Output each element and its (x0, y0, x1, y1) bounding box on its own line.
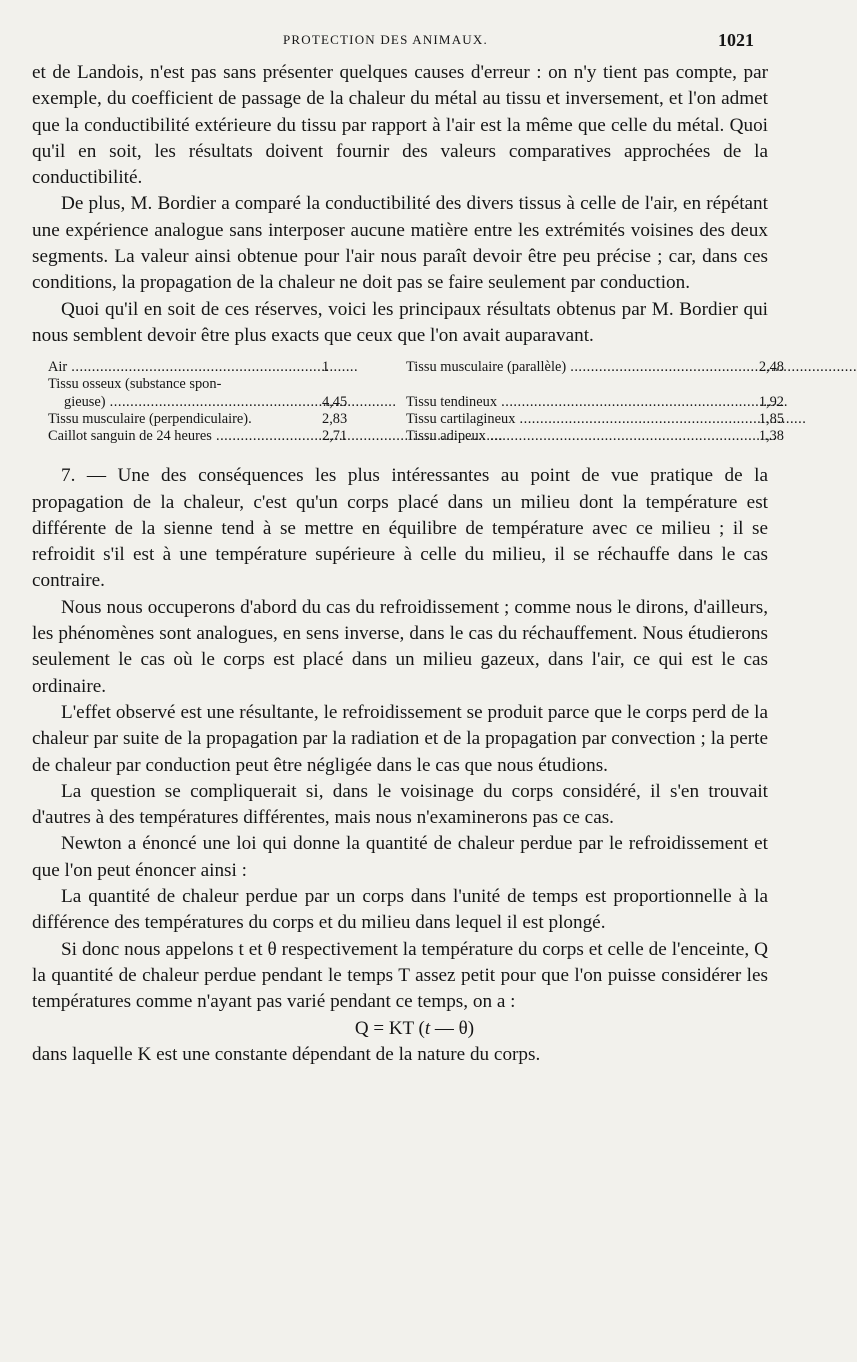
formula-lhs: Q = KT ( (354, 1017, 425, 1039)
conductivity-table (48, 359, 784, 445)
paragraph-11: dans laquelle K est une constante dépendant de la nature du corps. (32, 1043, 541, 1065)
table-left-label-1: Air ..... (48, 359, 318, 376)
table-left-value-2 (318, 376, 348, 393)
table-right-label-5: Tissu adipeux ..... (348, 428, 408, 445)
table-right-label-3: Tissu tendineux ..... (348, 394, 408, 411)
table-left-label-3: gieuse) ..... (48, 394, 318, 411)
paragraph-4: 7. — Une des conséquences les plus intéressantes au point de vue pratique de la propagation de la chaleur, c'est qu'un corps placé dans un milieu dont la température est différente de la sienne tend à se mettre en équilibre de température avec ce milieu ; il se refroidit s'il est à une température supérieure à celle du milieu, il se réchauffe dans le cas contraire. (32, 465, 768, 592)
table-right-value-4: 1,85 (758, 410, 784, 427)
table-right-label-2 (348, 376, 408, 393)
paragraph-3: Quoi qu'il en soit de ces réserves, voici les principaux résultats obtenus par M. Bordier qui nous semblent devoir être plus exacts que ceux que l'on avait auparavant. (32, 298, 768, 346)
paragraph-5: Nous nous occuperons d'abord du cas du refroidissement ; comme nous le dirons, d'ailleurs, les phénomènes sont analogues, en sens inverse, dans le cas du réchauffement. Nous étudierons seulement le cas où le corps est placé dans un milieu gazeux, dans l'air, ce qui est le cas ordinaire. (32, 596, 768, 697)
table-right-value-1: 2,48 (758, 359, 784, 376)
paragraph-10: Si donc nous appelons t et θ respectivement la température du corps et celle de l'enceinte, Q la quantité de chaleur perdue pendant le temps T assez petit pour que l'on puisse considérer les températures comme n'ayant pas varié pendant ce temps, on a : (32, 938, 768, 1013)
paragraph-8: Newton a énoncé une loi qui donne la quantité de chaleur perdue par le refroidissement et que l'on peut énoncer ainsi : (32, 833, 768, 881)
newton-formula (32, 1016, 768, 1042)
table-left-value-1: 1 (322, 359, 330, 376)
table-left-value-5: 2,71 (322, 428, 348, 445)
paragraph-1: et de Landois, n'est pas sans présenter quelques causes d'erreur : on n'y tient pas compte, par exemple, du coefficient de passage de la chaleur du métal au tissu et inversement, et l'on admet que la conductibilité extérieure du tissu par rapport à l'air est la même que celle du métal. Quoi qu'il en soit, les résultats doivent fournir des valeurs comparatives approchées de la conductibilité. (32, 62, 768, 189)
table-left-label-4: Tissu musculaire (perpendiculaire). (48, 410, 252, 427)
table-left-label-2: Tissu osseux (substance spon- (48, 376, 222, 393)
table-right-value-3: 1,92 (758, 393, 784, 410)
table-left-value-4: 2,83 (322, 410, 348, 427)
paragraph-6: L'effet observé est une résultante, le refroidissement se produit parce que le corps perd de la chaleur par suite de la propagation par la radiation et de la propagation par convection ; la perte de chaleur par conduction peut être négligée dans le cas que nous étudions. (32, 701, 768, 776)
table-left-value-3: 4,45 (322, 393, 348, 410)
body-text (32, 60, 784, 1068)
page-number: 1021 (718, 30, 754, 50)
table-right-value-2 (738, 376, 784, 393)
formula-theta: θ (458, 1017, 468, 1039)
table-right-value-5: 1,38 (758, 428, 784, 445)
running-head (0, 30, 800, 54)
formula-minus: — (430, 1017, 459, 1039)
formula-close: ) (467, 1017, 475, 1039)
table-left-label-5: Caillot sanguin de 24 heures ..... (48, 428, 318, 445)
paragraph-9: La quantité de chaleur perdue par un corps dans l'unité de temps est proportionnelle à la différence des températures du corps et du milieu dans lequel il est plongé. (32, 886, 768, 934)
paragraph-2: De plus, M. Bordier a comparé la conductibilité des divers tissus à celle de l'air, en répétant une expérience analogue sans interposer aucune matière entre les extrémités voisines des deux segments. La valeur ainsi obtenue pour l'air nous paraît devoir être peu précise ; car, dans ces conditions, la propagation de la chaleur ne doit pas se faire seulement par conduction. (32, 193, 768, 294)
table-right-label-4: Tissu cartilagineux ..... (348, 411, 408, 428)
formula-t: t (424, 1017, 431, 1039)
table-right-label-1: Tissu musculaire (parallèle) ..... (348, 359, 408, 376)
paragraph-7: La question se compliquerait si, dans le voisinage du corps considéré, il s'en trouvait d'autres à des températures différentes, mais nous n'examinerons pas ce cas. (32, 780, 768, 829)
running-title: PROTECTION DES ANIMAUX. (283, 32, 488, 47)
